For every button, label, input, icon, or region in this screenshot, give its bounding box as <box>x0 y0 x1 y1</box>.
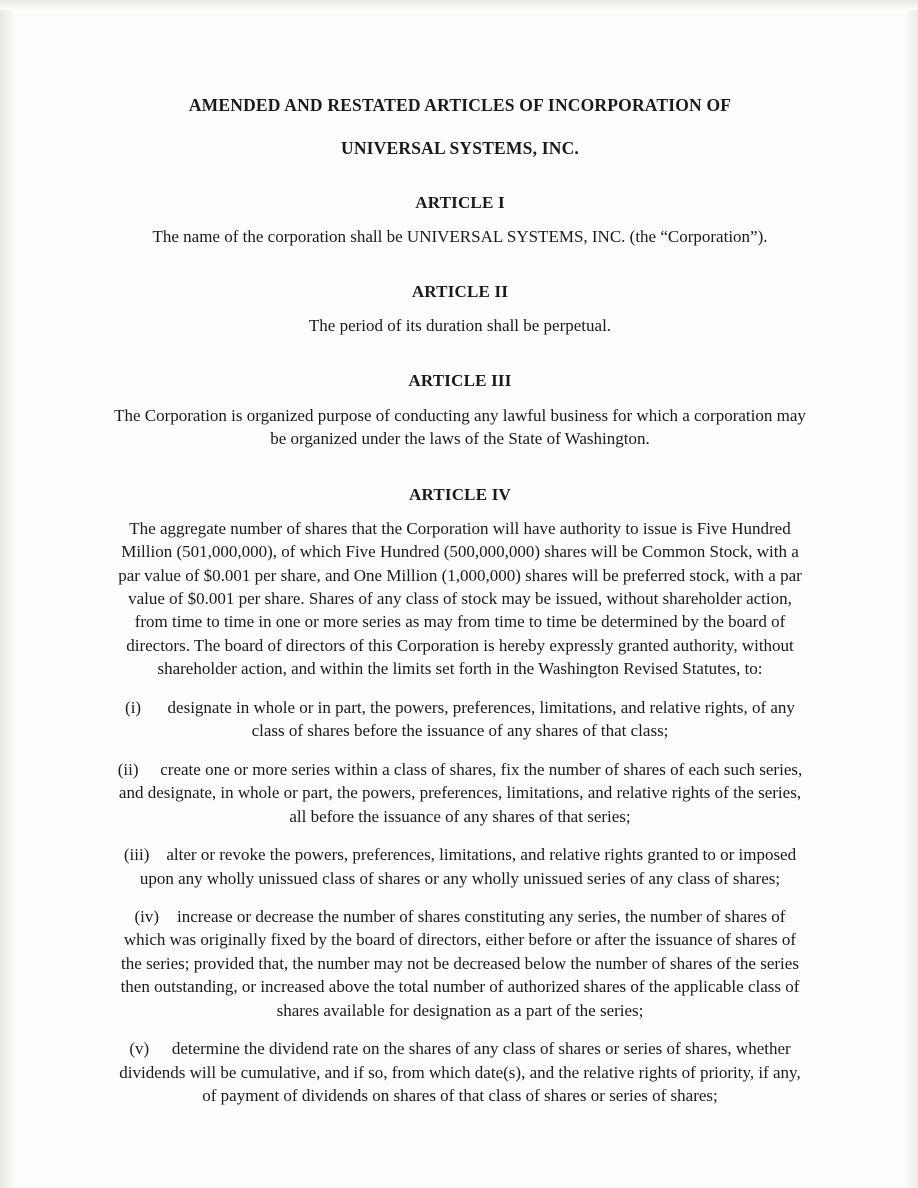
article-heading-i: ARTICLE I <box>415 192 505 212</box>
clause-item <box>112 905 808 1022</box>
scan-edge-top <box>0 0 918 10</box>
clause-text: designate in whole or in part, the powers, preferences, limitations, and relative rights, of any class of shares before the issuance of any shares of that class; <box>167 697 795 741</box>
article-body-ii: The period of its duration shall be perpetual. <box>308 315 612 335</box>
scan-edge-right <box>904 0 918 1188</box>
document-title-line-2: UNIVERSAL SYSTEMS, INC. <box>341 138 579 159</box>
scan-edge-left <box>0 0 16 1188</box>
article-heading-ii: ARTICLE II <box>411 281 509 301</box>
article-heading-iii: ARTICLE III <box>408 371 512 391</box>
clause-item <box>112 696 808 743</box>
clause-number: (i) <box>125 697 142 717</box>
clause-number: (iv) <box>134 906 160 926</box>
document-title <box>112 96 808 159</box>
clause-item <box>112 843 808 890</box>
article-heading-iv: ARTICLE IV <box>408 484 511 504</box>
clause-number: (iii) <box>123 845 150 865</box>
clause-number: (v) <box>129 1039 150 1059</box>
document-title-line-1: AMENDED AND RESTATED ARTICLES OF INCORPORATION OF <box>188 95 732 115</box>
article-body-i: The name of the corporation shall be UNIVERSAL SYSTEMS, INC. (the “Corporation”). <box>152 226 768 246</box>
clause-text: increase or decrease the number of shares constituting any series, the number of shares of which was originally fixed by the board of directors, either before or after the issuance of shares of the series; provided that, the number may not be decreased below the number of shares of the series then outstanding, or increased above the total number of authorized shares of the applicable class of shares available for designation as a part of the series; <box>120 906 800 1020</box>
clause-text: determine the dividend rate on the shares of any class of shares or series of shares, whether dividends will be cumulative, and if so, from which date(s), and the relative rights of priority, if any, of payment of dividends on shares of that class of shares or series of shares; <box>119 1039 801 1106</box>
clause-text: create one or more series within a class of shares, fix the number of shares of each such series, and designate, in whole or part, the powers, preferences, limitations, and relative rights of the series, all before the issuance of any shares of that series; <box>118 759 803 826</box>
clause-item <box>112 1037 808 1107</box>
clause-text: alter or revoke the powers, preferences, limitations, and relative rights granted to or imposed upon any wholly unissued class of shares or any wholly unissued series of any class of shares; <box>139 845 797 888</box>
article-body-iii: The Corporation is organized purpose of conducting any lawful business for which a corporation may be organized under the laws of the State of Washington. <box>114 406 806 449</box>
clause-item <box>112 758 808 828</box>
clause-number: (ii) <box>117 759 139 779</box>
article-body-iv: The aggregate number of shares that the Corporation will have authority to issue is Five Hundred Million (501,000,000), of which Five Hundred (500,000,000) shares will be Common Stock, with a par value of $0.001 per share, and One Million (1,000,000) shares will be preferred stock, with a par value of $0.001 per share. Shares of any class of stock may be issued, without shareholder action, from time to time in one or more series as may from time to time be determined by the board of directors. The board of directors of this Corporation is hereby expressly granted authority, without shareholder action, and within the limits set forth in the Washington Revised Statutes, to: <box>118 518 802 679</box>
